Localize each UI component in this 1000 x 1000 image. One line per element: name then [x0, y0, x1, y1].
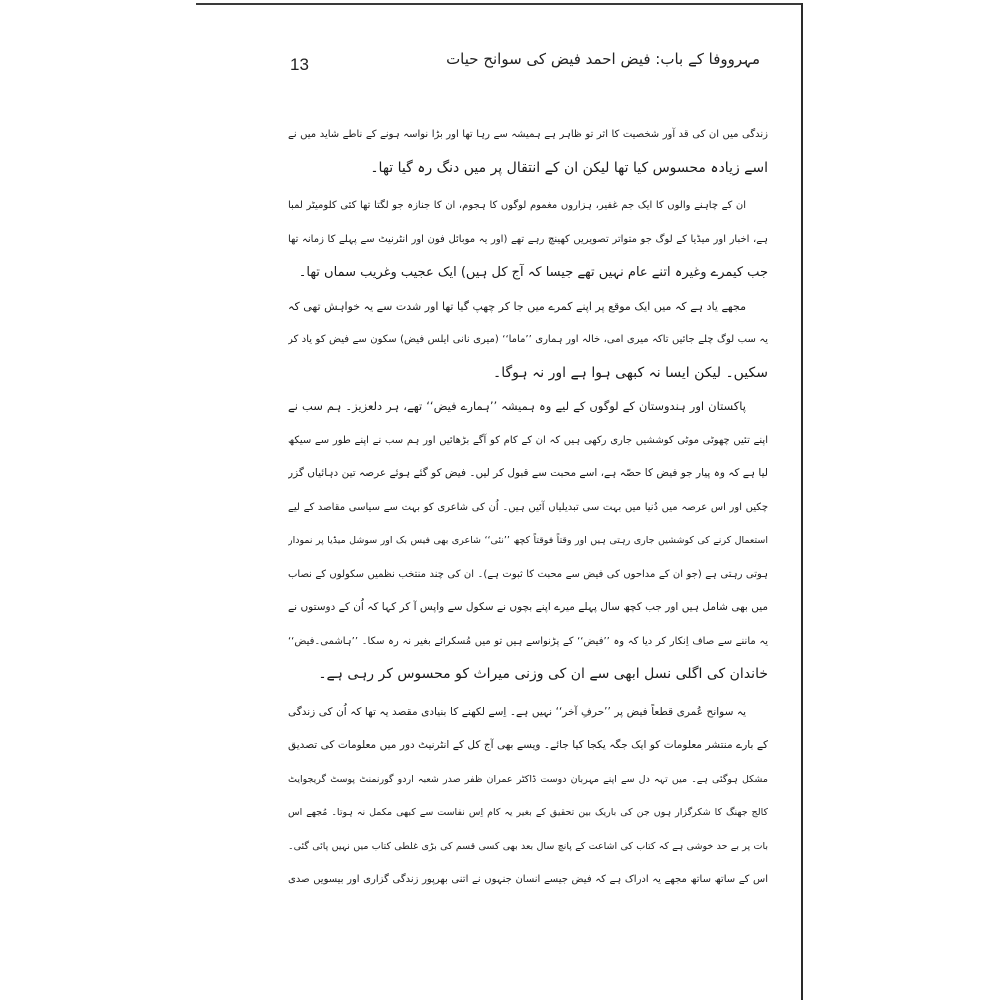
text-line: مجھے یاد ہے کہ میں ایک موقع پر اپنے کمرے میں جا کر چھپ گیا تھا اور شدت سے یہ خواہش تھی کہ — [288, 299, 746, 313]
paragraph — [288, 290, 768, 391]
text-line: اس کے ساتھ ساتھ مجھے یہ ادراک ہے کہ فیض جیسے انسان جنہوں نے اتنی بھرپور زندگی گزاری اور بیسویں صدی — [288, 874, 768, 885]
text-line: خاندان کی اگلی نسل ابھی سے ان کی وزنی میراث کو محسوس کر رہی ہے۔ — [318, 666, 768, 682]
text-line: استعمال کرنے کی کوششیں جاری رہتی ہیں اور وقتاً فوقتاً کچھ ’’نئی‘‘ شاعری بھی فیس بک اور سوشل میڈیا پر نمودار — [288, 535, 768, 546]
page-number: 13 — [290, 55, 309, 74]
book-title: مہرووفا کے باب: فیض احمد فیض کی سوانح حیات — [446, 50, 760, 68]
paragraph — [288, 696, 768, 897]
text-line: مشکل ہوگئی ہے۔ میں تہہ دل سے اپنے مہربان دوست ڈاکٹر عمران ظفر صدر شعبہ اردو گورنمنٹ پوسٹ گریجوایٹ — [288, 773, 768, 785]
text-line: یہ سب لوگ چلے جائیں تاکہ میری امی، خالہ اور ہماری ’’ماما‘‘ (میری نانی ایلس فیض) سکون سے فیض کو یاد کر — [288, 334, 768, 345]
text-line: جب کیمرے وغیرہ اتنے عام نہیں تھے جیسا کہ آج کل ہیں) ایک عجیب وغریب سماں تھا۔ — [298, 265, 768, 280]
text-line: کالج جھنگ کا شکرگزار ہوں جن کی باریک بین تحقیق کے بغیر یہ کام اِس نفاست سے کبھی مکمل نہ ہوتا۔ مُجھے اس — [288, 807, 768, 818]
text-line: زندگی میں ان کی قد آور شخصیت کا اثر تو ظاہر ہے ہمیشہ سے رہا تھا اور بڑا نواسہ ہونے کے ناطے شاید میں نے — [288, 129, 768, 140]
body-text — [288, 118, 768, 897]
text-line: چکیں اور اس عرصہ میں دُنیا میں بہت سی تبدیلیاں آئیں ہیں۔ اُن کی شاعری کو بہت سے سیاسی مقاصد کے لیے — [288, 501, 768, 513]
paragraph — [288, 118, 768, 185]
text-line: ان کے چاہنے والوں کا ایک جم غفیر، ہزاروں مغموم لوگوں کا ہجوم، ان کا جنازہ جو لگتا تھا کئی کلومیٹر لمبا — [288, 200, 746, 211]
paragraph — [288, 390, 768, 692]
paragraph — [288, 189, 768, 290]
text-line: اپنے تئیں چھوٹی موٹی کوششیں جاری رکھی ہیں کہ ان کے کام کو آگے بڑھائیں اور ہم سب نے اپنے طور سے سیکھ — [288, 434, 768, 446]
text-line: کے بارے منتشر معلومات کو ایک جگہ یکجا کیا جائے۔ ویسے بھی آج کل کے انٹرنیٹ دور میں معلومات کی تصدیق — [288, 739, 768, 751]
text-line: سکیں۔ لیکن ایسا نہ کبھی ہوا ہے اور نہ ہوگا۔ — [493, 364, 768, 381]
text-line: لیا ہے کہ وہ پیار جو فیض کا حصّہ ہے، اسے محبت سے قبول کر لیں۔ فیض کو گئے ہوئے عرصہ تین دہائیاں گزر — [288, 467, 768, 479]
text-line: یہ سوانح عُمری قطعاً فیض پر ’’حرفِ آخر‘‘ نہیں ہے۔ اِسے لکھنے کا بنیادی مقصد یہ تھا کہ اُن کی زندگی — [288, 705, 746, 718]
text-line: ہوتی رہتی ہے (جو ان کے مداحوں کی فیض سے محبت کا ثبوت ہے)۔ ان کی چند منتخب نظمیں سکولوں کے نصاب — [288, 568, 768, 580]
text-line: ہے، اخبار اور میڈیا کے لوگ جو متواتر تصویریں کھینچ رہے تھے (اور یہ موبائل فون اور انٹرنیٹ سے پہلے کا زمانہ تھا — [288, 233, 768, 245]
running-head — [290, 50, 760, 80]
text-line: یہ ماننے سے صاف اِنکار کر دیا کہ وہ ’’فیض‘‘ کے پڑنواسے ہیں تو میں مُسکرائے بغیر نہ رہ سکا۔ ’’ہاشمی۔فیض‘‘ — [288, 635, 768, 647]
page-top-rule — [196, 3, 803, 5]
text-line: پاکستان اور ہندوستان کے لوگوں کے لیے وہ ہمیشہ ’’ہمارے فیض‘‘ تھے، ہر دلعزیز۔ ہم سب نے — [288, 399, 746, 413]
text-line: میں بھی شامل ہیں اور جب کچھ سال پہلے میرے اپنے بچوں نے سکول سے واپس آ کر کہا کہ اُن کے دوستوں نے — [288, 601, 768, 613]
text-line: اسے زیادہ محسوس کیا تھا لیکن ان کے انتقال پر میں دنگ رہ گیا تھا۔ — [370, 159, 768, 176]
page-right-edge — [801, 3, 803, 1000]
text-line: بات پر بے حد خوشی ہے کہ کتاب کی اشاعت کے پانچ سال بعد بھی کسی قسم کی بڑی غلطی کتاب میں نہیں پائی گئی۔ — [288, 840, 768, 852]
